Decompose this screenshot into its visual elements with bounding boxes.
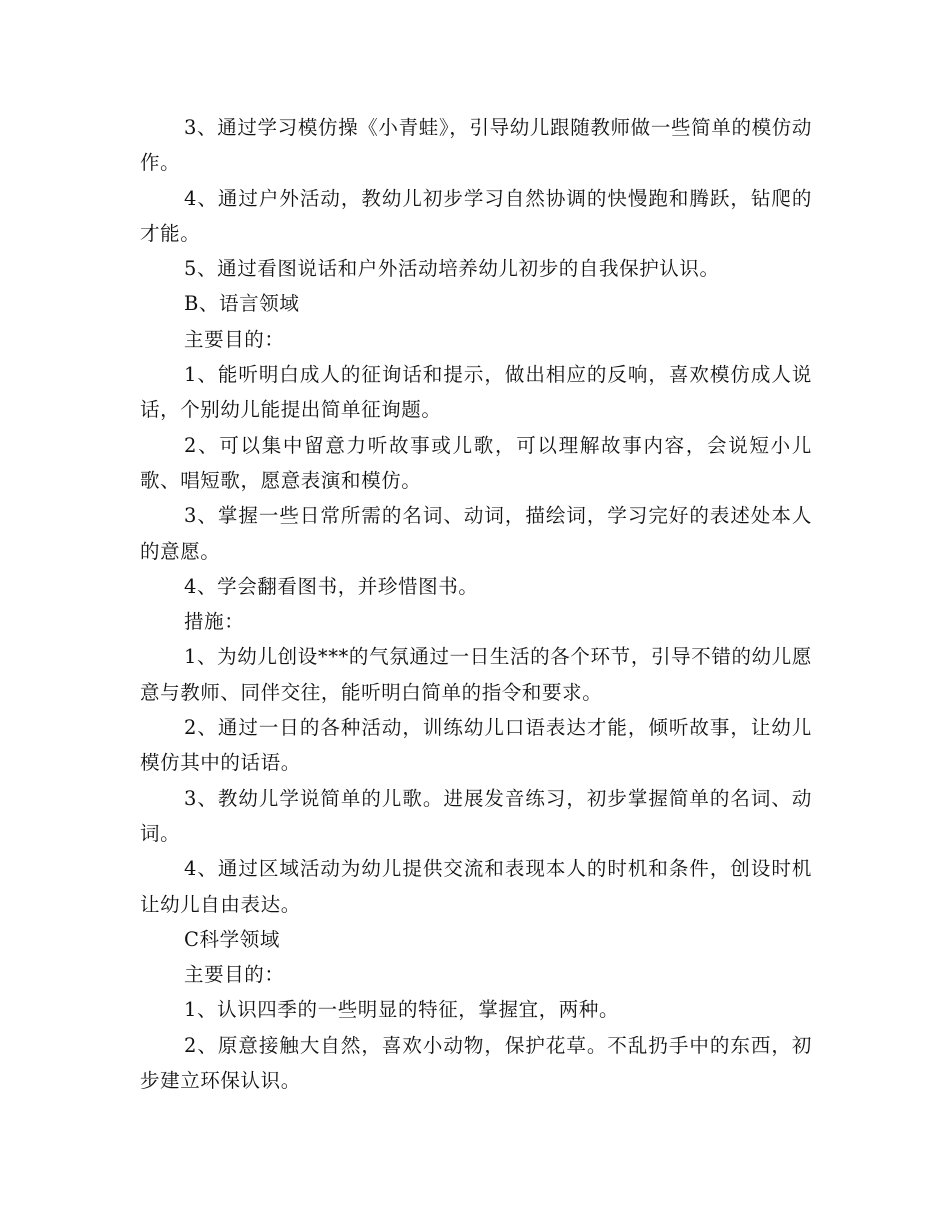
paragraph-outdoor-running: 4、通过户外活动，教幼儿初步学习自然协调的快慢跑和腾跃，钻爬的才能。 — [140, 186, 812, 245]
paragraph-measure-2: 2、通过一日的各种活动，训练幼儿口语表达才能，倾听故事，让幼儿模仿其中的话语。 — [140, 716, 812, 775]
section-heading-science: C科学领域 — [184, 927, 280, 951]
paragraph-science-goal-1: 1、认识四季的一些明显的特征，掌握宜，两种。 — [184, 998, 620, 1022]
paragraph-measure-3: 3、教幼儿学说简单的儿歌。进展发音练习，初步掌握简单的名词、动词。 — [140, 786, 812, 845]
document-page — [140, 110, 812, 1098]
section-heading-language: B、语言领域 — [184, 292, 300, 316]
paragraph-frog-exercise: 3、通过学习模仿操《小青蛙》，引导幼儿跟随教师做一些简单的模仿动作。 — [140, 116, 812, 175]
paragraph-goal-1: 1、能听明白成人的征询话和提示，做出相应的反响，喜欢模仿成人说话，个别幼儿能提出简单征询题。 — [140, 363, 812, 422]
paragraph-measure-4: 4、通过区域活动为幼儿提供交流和表现本人的时机和条件，创设时机让幼儿自由表达。 — [140, 857, 812, 916]
paragraph-self-protection: 5、通过看图说话和户外活动培养幼儿初步的自我保护认识。 — [184, 257, 720, 281]
paragraph-science-goal-2: 2、原意接触大自然，喜欢小动物，保护花草。不乱扔手中的东西，初步建立环保认识。 — [140, 1033, 812, 1093]
paragraph-goal-2: 2、可以集中留意力听故事或儿歌，可以理解故事内容，会说短小儿歌、唱短歌，愿意表演和模仿。 — [140, 433, 812, 492]
paragraph-goal-4: 4、学会翻看图书，并珍惜图书。 — [184, 574, 479, 598]
subheading-goals-science: 主要目的： — [184, 963, 285, 987]
paragraph-goal-3: 3、掌握一些日常所需的名词、动词，描绘词，学习完好的表述处本人的意愿。 — [140, 504, 812, 563]
paragraph-measure-1: 1、为幼儿创设***的气氛通过一日生活的各个环节，引导不错的幼儿愿意与教师、同伴交往，能听明白简单的指令和要求。 — [140, 645, 812, 704]
subheading-goals: 主要目的： — [184, 327, 285, 351]
subheading-measures: 措施： — [184, 610, 245, 634]
